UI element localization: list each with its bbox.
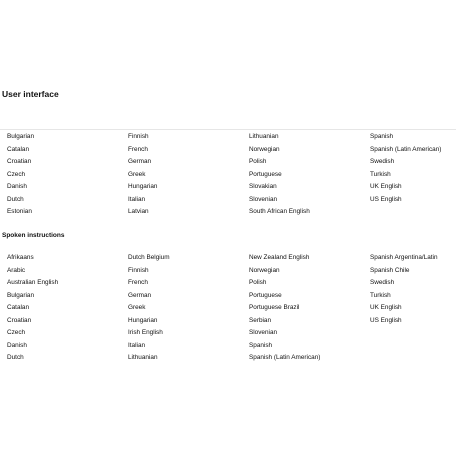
language-item: Greek (128, 170, 146, 178)
language-column (7, 252, 128, 365)
language-item: UK English (370, 183, 402, 190)
language-item: Polish (249, 279, 267, 286)
language-item: Estonian (7, 208, 32, 215)
language-item: Lithuanian (128, 354, 158, 361)
language-item: Croatian (7, 316, 32, 324)
language-item: Spanish Argentina/Latin (370, 254, 438, 261)
language-item: Afrikaans (7, 254, 34, 261)
language-item: Spanish (249, 341, 273, 349)
language-item: South African English (249, 208, 310, 215)
language-item: Greek (128, 304, 146, 311)
language-item: Hungarian (128, 316, 158, 324)
language-column (370, 252, 456, 365)
language-item: Bulgarian (7, 133, 35, 140)
language-item: Turkish (370, 291, 391, 299)
spoken-instructions-language-list (7, 252, 456, 365)
language-column (249, 131, 370, 219)
language-item: Norwegian (249, 145, 280, 153)
language-column (249, 252, 370, 365)
language-item: Spanish (Latin American) (370, 145, 442, 153)
user-interface-heading: User interface (2, 89, 59, 99)
language-item: US English (370, 316, 402, 324)
user-interface-language-list (7, 131, 456, 219)
language-item: Portuguese Brazil (249, 304, 300, 311)
language-item: French (128, 145, 148, 153)
language-item: Polish (249, 158, 267, 165)
language-item: Spanish (370, 133, 394, 140)
language-item: German (128, 158, 152, 165)
language-item: Spanish Chile (370, 266, 410, 274)
language-column (7, 131, 128, 219)
language-item: Arabic (7, 266, 26, 274)
language-column (370, 131, 456, 219)
language-item: Lithuanian (249, 133, 279, 140)
language-item: Czech (7, 170, 26, 178)
language-column (128, 252, 249, 365)
language-item: Portuguese (249, 291, 282, 299)
language-item: German (128, 291, 152, 299)
language-item: Swedish (370, 279, 395, 286)
language-item: Latvian (128, 208, 149, 215)
language-item: Finnish (128, 266, 149, 274)
language-item: Slovenian (249, 195, 278, 203)
language-item: UK English (370, 304, 402, 311)
language-item: Norwegian (249, 266, 280, 274)
language-column (128, 131, 249, 219)
language-item: Serbian (249, 316, 272, 324)
language-item: Croatian (7, 158, 32, 165)
language-item: Australian English (7, 279, 59, 286)
language-item: Slovakian (249, 183, 277, 190)
language-item: Hungarian (128, 183, 158, 190)
spoken-instructions-heading: Spoken instructions (2, 232, 65, 239)
language-item: Catalan (7, 145, 30, 153)
language-item: Irish English (128, 329, 163, 336)
user-interface-divider (0, 129, 456, 130)
language-item: Bulgarian (7, 291, 35, 299)
language-item: Dutch (7, 195, 24, 203)
language-item: Finnish (128, 133, 149, 140)
language-item: Portuguese (249, 170, 282, 178)
language-item: Dutch (7, 354, 24, 361)
language-item: Danish (7, 183, 27, 190)
language-item: Spanish (Latin American) (249, 354, 321, 361)
language-item: Catalan (7, 304, 30, 311)
language-item: US English (370, 195, 402, 203)
language-item: French (128, 279, 148, 286)
language-item: Czech (7, 329, 26, 336)
language-item: Danish (7, 341, 27, 349)
language-item: Italian (128, 195, 146, 203)
language-item: Swedish (370, 158, 395, 165)
language-item: Slovenian (249, 329, 278, 336)
language-item: Turkish (370, 170, 391, 178)
language-item: Italian (128, 341, 146, 349)
language-item: New Zealand English (249, 254, 310, 261)
language-item: Dutch Belgium (128, 254, 170, 261)
